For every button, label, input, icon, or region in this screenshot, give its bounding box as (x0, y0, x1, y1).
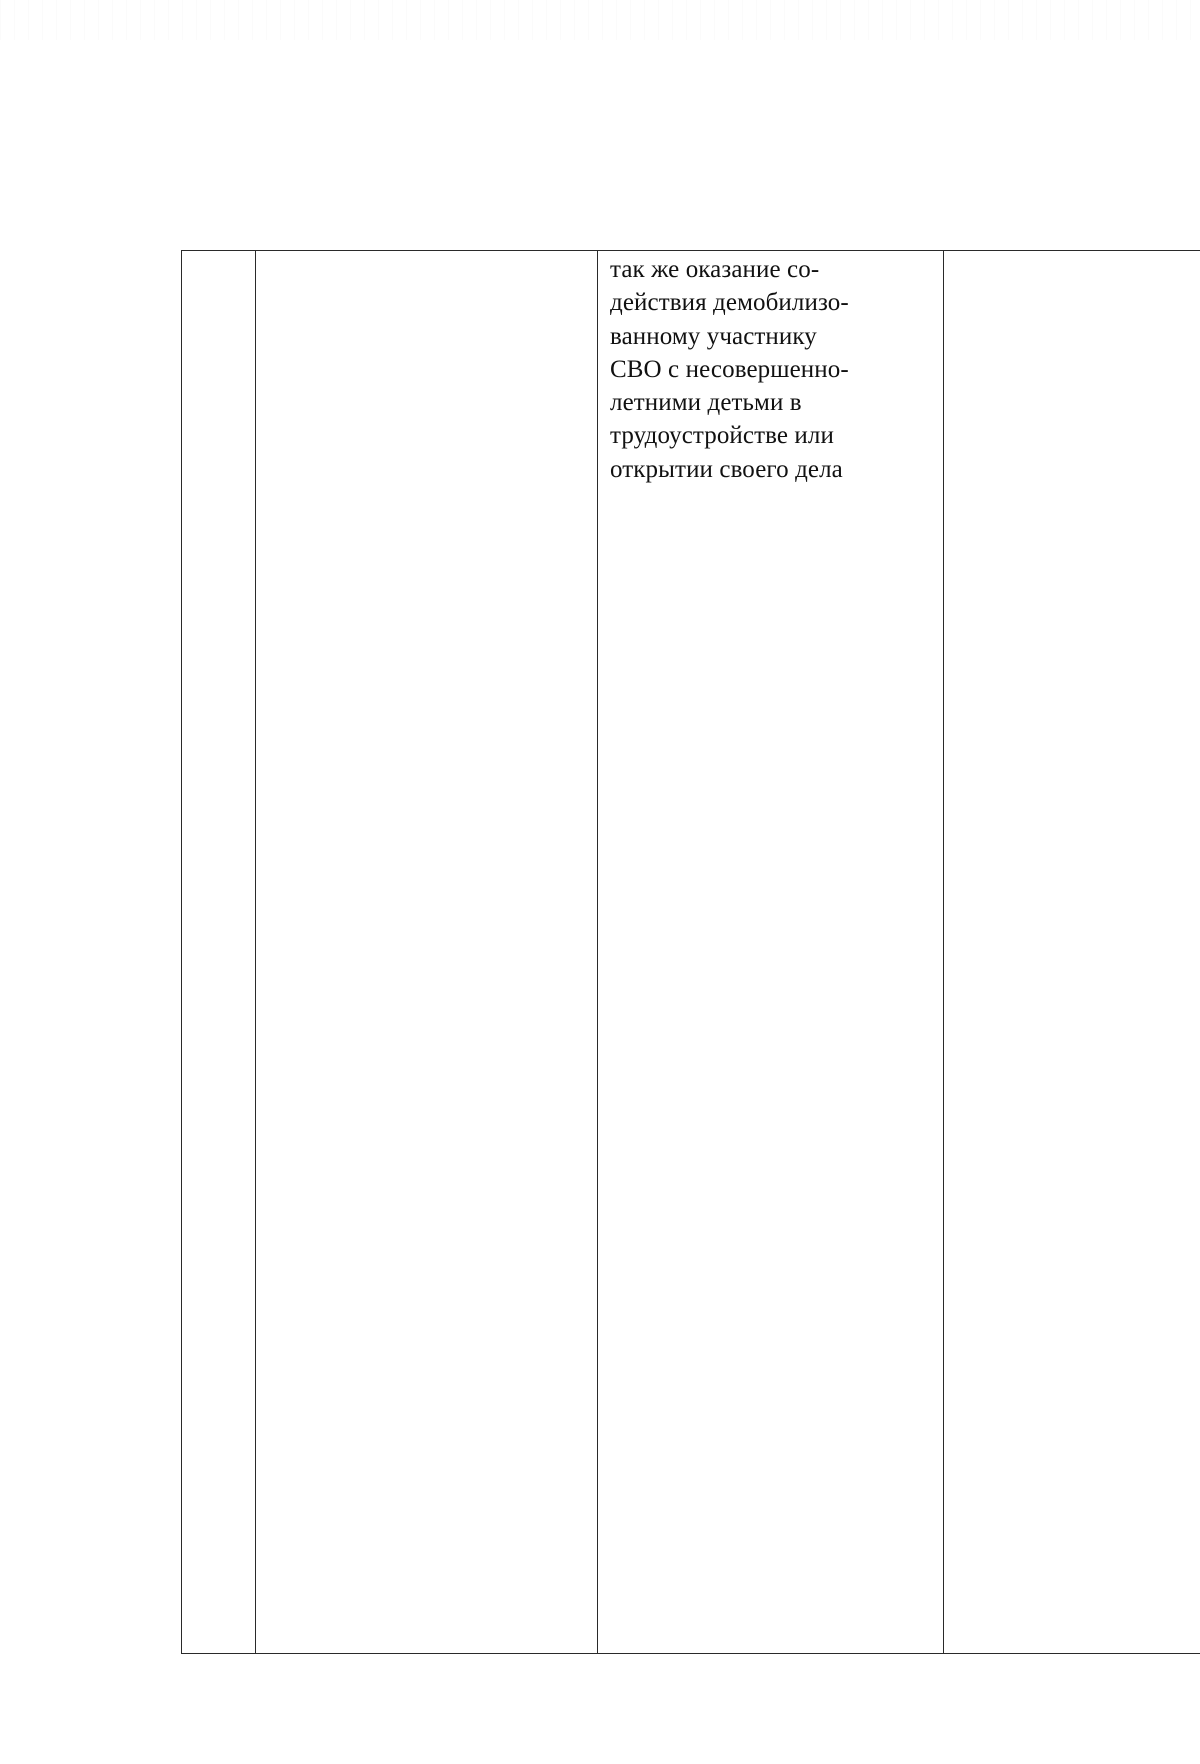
scan-border-noise (0, 0, 1200, 40)
cell-text-line: СВО с несовершенно- (610, 355, 849, 383)
table-column-divider (597, 251, 598, 1653)
cell-text-line: летними детьми в (610, 389, 802, 417)
cell-text-line: трудоустройстве или (610, 422, 834, 450)
table-cell-measure-description (610, 253, 940, 486)
table-column-divider (943, 251, 944, 1653)
document-table (181, 250, 1200, 1654)
cell-text-line: действия демобилизо- (610, 289, 849, 317)
cell-text-line: так же оказание со- (610, 256, 820, 283)
cell-text-line: открытии своего дела (610, 455, 843, 483)
table-column-divider (255, 251, 256, 1653)
cell-text-line: ванному участнику (610, 322, 817, 350)
